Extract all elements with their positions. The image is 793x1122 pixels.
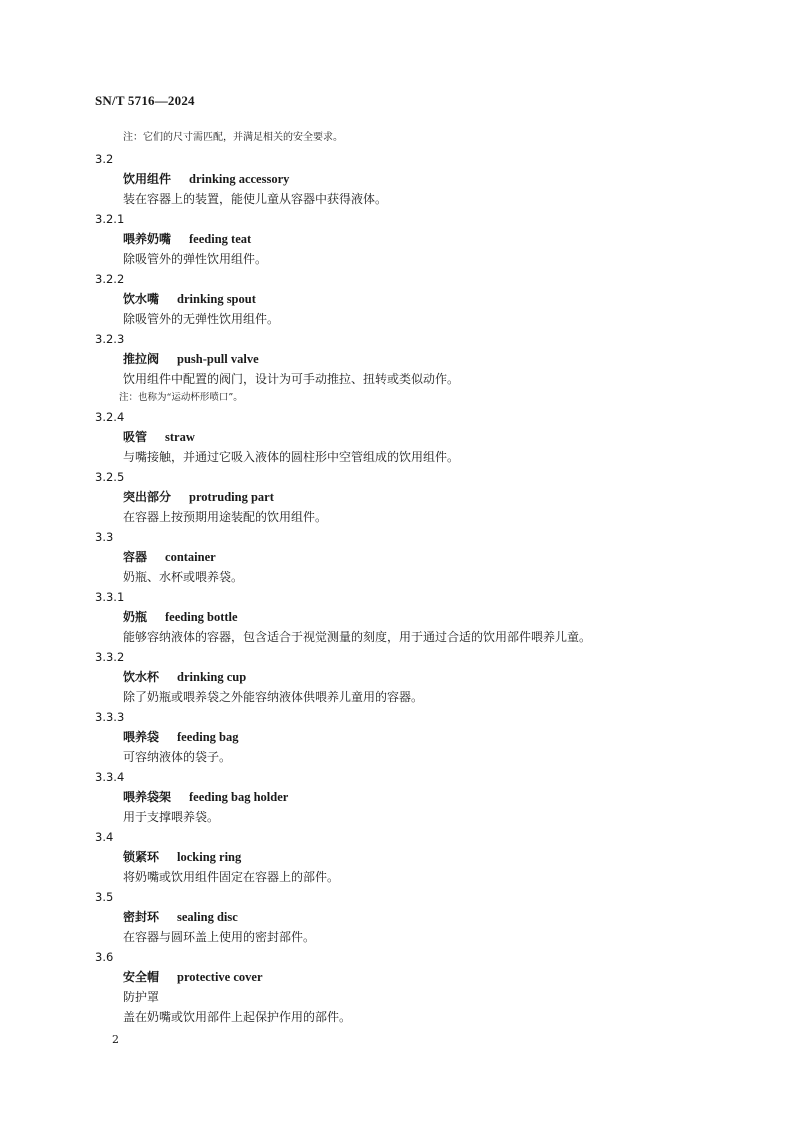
term-english: feeding bag holder (189, 790, 289, 804)
term-chinese: 奶瓶 (123, 610, 148, 624)
term-heading (95, 289, 755, 309)
term-entry (95, 329, 755, 407)
term-definition: 除吸管外的无弹性饮用组件。 (123, 312, 280, 326)
term-entry (95, 647, 755, 707)
term-english: feeding teat (189, 232, 252, 246)
term-entry (95, 467, 755, 527)
term-heading (95, 487, 755, 507)
term-heading (95, 229, 755, 249)
term-heading (95, 547, 755, 567)
term-chinese: 密封环 (123, 910, 160, 924)
term-entry (95, 269, 755, 329)
term-english: drinking cup (177, 670, 247, 684)
term-heading (95, 667, 755, 687)
clause-number: 3.2.3 (95, 332, 125, 346)
term-chinese: 喂养袋架 (123, 790, 172, 804)
term-english: feeding bag (177, 730, 239, 744)
term-english: protruding part (189, 490, 274, 504)
term-heading (95, 787, 755, 807)
term-definition: 可容纳液体的袋子。 (123, 750, 232, 764)
clause-number: 3.3.4 (95, 770, 125, 784)
clause-number: 3.2.2 (95, 272, 125, 286)
clause-number: 3.2.4 (95, 410, 125, 424)
clause-number: 3.5 (95, 890, 114, 904)
term-definition: 饮用组件中配置的阀门，设计为可手动推拉、扭转或类似动作。 (123, 372, 460, 386)
term-heading (95, 907, 755, 927)
term-chinese: 推拉阀 (123, 352, 160, 366)
term-definition: 将奶嘴或饮用组件固定在容器上的部件。 (123, 870, 340, 884)
clause-number: 3.6 (95, 950, 114, 964)
term-definition: 盖在奶嘴或饮用部件上起保护作用的部件。 (123, 1010, 352, 1024)
clause-number: 3.4 (95, 830, 114, 844)
content-area (95, 127, 755, 1027)
term-chinese: 容器 (123, 550, 148, 564)
clause-number: 3.2.5 (95, 470, 125, 484)
term-entry (95, 149, 755, 209)
note-text: 注：它们的尺寸需匹配，并满足相关的安全要求。 (123, 132, 343, 143)
term-chinese: 喂养袋 (123, 730, 160, 744)
term-definition: 用于支撑喂养袋。 (123, 810, 220, 824)
term-heading (95, 727, 755, 747)
term-english: push-pull valve (177, 352, 259, 366)
term-chinese: 饮用组件 (123, 172, 172, 186)
term-chinese: 饮水嘴 (123, 292, 160, 306)
term-chinese: 安全帽 (123, 970, 160, 984)
clause-number: 3.3.2 (95, 650, 125, 664)
term-chinese: 突出部分 (123, 490, 172, 504)
term-heading (95, 607, 755, 627)
term-entry (95, 527, 755, 587)
term-definition: 在容器与圆环盖上使用的密封部件。 (123, 930, 316, 944)
term-english: feeding bottle (165, 610, 238, 624)
clause-number: 3.2.1 (95, 212, 125, 226)
term-english: drinking spout (177, 292, 256, 306)
term-entry (95, 947, 755, 1027)
term-chinese: 喂养奶嘴 (123, 232, 172, 246)
term-synonym: 防护罩 (123, 990, 160, 1004)
term-heading (95, 169, 755, 189)
term-definition: 装在容器上的装置，能使儿童从容器中获得液体。 (123, 192, 388, 206)
term-definition: 奶瓶、水杯或喂养袋。 (123, 570, 244, 584)
term-entry (95, 407, 755, 467)
term-entry (95, 707, 755, 767)
term-entry (95, 827, 755, 887)
note-text: 注：也称为“运动杯形喷口”。 (119, 392, 243, 403)
term-definition: 在容器上按预期用途装配的饮用组件。 (123, 510, 328, 524)
clause-number: 3.3.3 (95, 710, 125, 724)
term-heading (95, 349, 755, 369)
clause-number: 3.3.1 (95, 590, 125, 604)
term-definition: 能够容纳液体的容器，包含适合于视觉测量的刻度，用于通过合适的饮用部件喂养儿童。 (123, 630, 592, 644)
term-entry (95, 209, 755, 269)
term-chinese: 吸管 (123, 430, 148, 444)
term-entry (95, 767, 755, 827)
page-number: 2 (112, 1033, 119, 1046)
clause-number: 3.2 (95, 152, 114, 166)
term-entry (95, 587, 755, 647)
term-heading (95, 847, 755, 867)
term-english: straw (165, 430, 195, 444)
term-definition: 除了奶瓶或喂养袋之外能容纳液体供喂养儿童用的容器。 (123, 690, 424, 704)
term-chinese: 锁紧环 (123, 850, 160, 864)
term-english: locking ring (177, 850, 242, 864)
term-english: container (165, 550, 216, 564)
clause-number: 3.3 (95, 530, 114, 544)
term-english: protective cover (177, 970, 263, 984)
term-entry (95, 887, 755, 947)
term-heading (95, 427, 755, 447)
document-code: SN/T 5716—2024 (95, 93, 195, 108)
term-chinese: 饮水杯 (123, 670, 160, 684)
term-english: sealing disc (177, 910, 238, 924)
term-english: drinking accessory (189, 172, 290, 186)
term-definition: 与嘴接触，并通过它吸入液体的圆柱形中空管组成的饮用组件。 (123, 450, 460, 464)
term-heading (95, 967, 755, 987)
term-definition: 除吸管外的弹性饮用组件。 (123, 252, 268, 266)
